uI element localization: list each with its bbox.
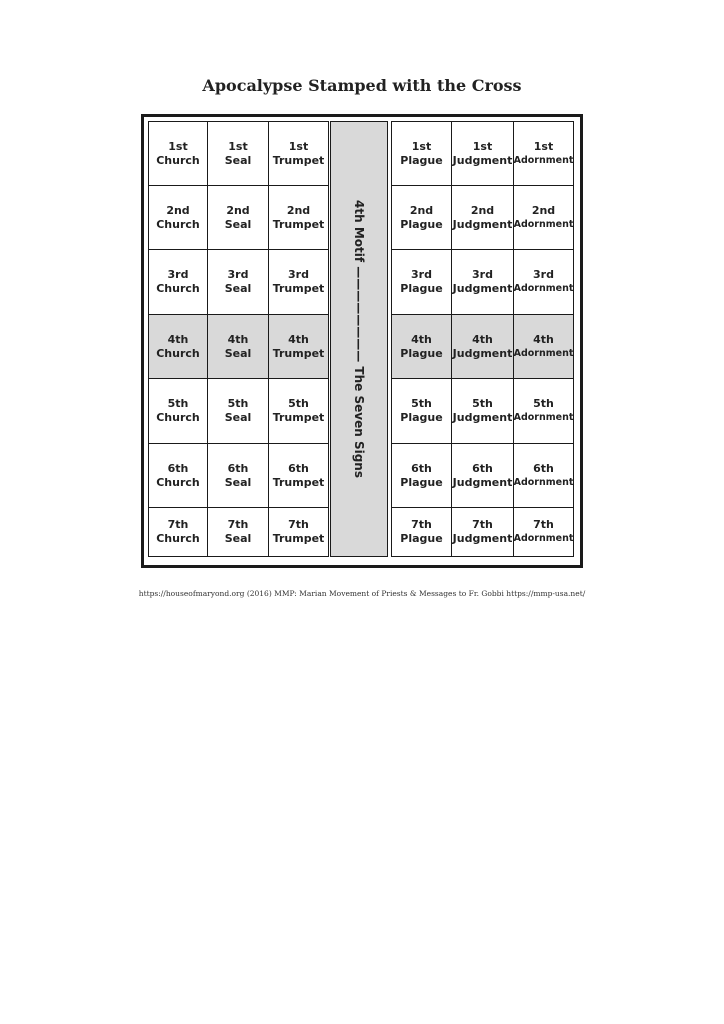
cell-category: Judgment xyxy=(452,153,513,167)
cell-category: Judgment xyxy=(452,411,513,424)
cell-ordinal: 1st xyxy=(533,139,554,153)
grid-cell-2-plague xyxy=(391,185,452,250)
grid-cell-1-judgment xyxy=(451,121,514,186)
cell-ordinal: 6th xyxy=(227,461,249,475)
cell-ordinal: 3rd xyxy=(533,268,554,281)
cell-category: Judgment xyxy=(452,346,513,360)
grid-cell-2-adornment xyxy=(513,185,574,250)
cell-category: Adornment xyxy=(513,476,574,488)
cell-category: Adornment xyxy=(513,533,574,544)
cell-category: Adornment xyxy=(513,347,574,359)
cell-ordinal: 3rd xyxy=(472,268,493,281)
grid-cell-3-trumpet xyxy=(268,249,329,315)
cell-ordinal: 6th xyxy=(533,461,554,475)
grid-cell-3-church xyxy=(148,249,208,315)
page-title: Apocalypse Stamped with the Cross xyxy=(202,76,522,95)
grid-cell-5-trumpet xyxy=(268,378,329,444)
cell-category: Judgment xyxy=(452,282,513,295)
grid-cell-4-plague xyxy=(391,314,452,379)
cell-ordinal: 6th xyxy=(167,461,189,475)
grid-cell-3-seal xyxy=(207,249,269,315)
grid-cell-6-plague xyxy=(391,443,452,508)
cell-ordinal: 1st xyxy=(168,139,188,153)
cell-ordinal: 7th xyxy=(533,518,554,531)
cell-ordinal: 6th xyxy=(472,461,493,475)
cell-category: Judgment xyxy=(452,217,513,231)
cell-category: Adornment xyxy=(513,283,574,294)
cell-category: Adornment xyxy=(513,412,574,423)
cell-ordinal: 5th xyxy=(227,397,249,410)
cell-category: Seal xyxy=(224,411,252,424)
cell-ordinal: 1st xyxy=(411,139,432,153)
cell-ordinal: 3rd xyxy=(288,268,309,281)
cell-category: Trumpet xyxy=(272,217,325,231)
cell-category: Seal xyxy=(224,282,252,295)
cell-ordinal: 5th xyxy=(288,397,309,410)
cell-category: Seal xyxy=(224,532,252,545)
cell-ordinal: 6th xyxy=(411,461,432,475)
cell-ordinal: 4th xyxy=(411,332,432,346)
cell-ordinal: 3rd xyxy=(411,268,432,281)
grid-cell-6-judgment xyxy=(451,443,514,508)
source-footer: https://houseofmaryond.org (2016) MMP: Marian Movement of Priests & Messages to Fr. Gobbi https://mmp-usa.net/ xyxy=(138,589,586,598)
grid-cell-7-plague xyxy=(391,507,452,557)
grid-cell-5-church xyxy=(148,378,208,444)
grid-cell-7-judgment xyxy=(451,507,514,557)
cell-ordinal: 2nd xyxy=(286,203,311,217)
cell-category: Plague xyxy=(400,475,443,489)
cell-category: Adornment xyxy=(513,218,574,230)
cell-ordinal: 1st xyxy=(228,139,248,153)
grid-cell-6-adornment xyxy=(513,443,574,508)
cell-category: Plague xyxy=(400,153,443,167)
grid-cell-3-adornment xyxy=(513,249,574,315)
grid-cell-6-seal xyxy=(207,443,269,508)
cell-ordinal: 5th xyxy=(533,397,554,410)
cell-category: Plague xyxy=(400,411,443,424)
cell-ordinal: 3rd xyxy=(167,268,189,281)
cell-ordinal: 1st xyxy=(472,139,493,153)
cell-ordinal: 2nd xyxy=(409,203,434,217)
cell-category: Plague xyxy=(400,217,443,231)
cell-category: Seal xyxy=(224,217,252,231)
cell-ordinal: 5th xyxy=(472,397,493,410)
cell-category: Judgment xyxy=(452,475,513,489)
grid-cell-3-judgment xyxy=(451,249,514,315)
cell-ordinal: 7th xyxy=(411,518,432,531)
cell-category: Seal xyxy=(224,153,252,167)
grid-cell-2-seal xyxy=(207,185,269,250)
grid-cell-7-seal xyxy=(207,507,269,557)
center-motif-label: 4th Motif ———————— The Seven Signs xyxy=(352,200,366,478)
cell-category: Church xyxy=(156,217,200,231)
grid-cell-7-church xyxy=(148,507,208,557)
cell-category: Seal xyxy=(224,346,252,360)
cell-ordinal: 7th xyxy=(167,518,189,531)
cell-category: Church xyxy=(156,282,200,295)
grid-cell-4-church xyxy=(148,314,208,379)
grid-cell-6-trumpet xyxy=(268,443,329,508)
grid-cell-1-plague xyxy=(391,121,452,186)
grid-cell-7-adornment xyxy=(513,507,574,557)
cell-ordinal: 4th xyxy=(167,332,189,346)
cell-category: Church xyxy=(156,532,200,545)
cell-ordinal: 4th xyxy=(472,332,493,346)
cell-category: Seal xyxy=(224,475,252,489)
cell-ordinal: 7th xyxy=(227,518,249,531)
cell-category: Trumpet xyxy=(272,346,325,360)
grid-cell-4-adornment xyxy=(513,314,574,379)
cell-ordinal: 4th xyxy=(533,332,554,346)
grid-cell-1-adornment xyxy=(513,121,574,186)
cell-ordinal: 4th xyxy=(288,332,309,346)
cell-category: Church xyxy=(156,411,200,424)
cell-ordinal: 2nd xyxy=(531,203,556,217)
cell-category: Plague xyxy=(400,282,443,295)
cell-category: Trumpet xyxy=(272,475,325,489)
cell-ordinal: 2nd xyxy=(470,203,495,217)
cell-category: Church xyxy=(156,346,200,360)
grid-cell-5-plague xyxy=(391,378,452,444)
grid-cell-1-trumpet xyxy=(268,121,329,186)
grid-cell-2-judgment xyxy=(451,185,514,250)
cell-category: Trumpet xyxy=(272,411,325,424)
cell-ordinal: 2nd xyxy=(226,203,250,217)
grid-cell-3-plague xyxy=(391,249,452,315)
cell-ordinal: 3rd xyxy=(227,268,249,281)
grid-cell-5-adornment xyxy=(513,378,574,444)
cell-category: Trumpet xyxy=(272,532,325,545)
grid-cell-1-church xyxy=(148,121,208,186)
cell-category: Church xyxy=(156,475,200,489)
cell-ordinal: 7th xyxy=(288,518,309,531)
grid-cell-4-seal xyxy=(207,314,269,379)
grid-cell-7-trumpet xyxy=(268,507,329,557)
cell-category: Trumpet xyxy=(272,282,325,295)
cell-ordinal: 4th xyxy=(227,332,249,346)
grid-cell-5-seal xyxy=(207,378,269,444)
grid-cell-2-trumpet xyxy=(268,185,329,250)
cell-ordinal: 7th xyxy=(472,518,493,531)
grid-cell-1-seal xyxy=(207,121,269,186)
grid-cell-2-church xyxy=(148,185,208,250)
cell-ordinal: 5th xyxy=(167,397,189,410)
grid-cell-4-trumpet xyxy=(268,314,329,379)
cell-category: Trumpet xyxy=(272,153,325,167)
grid-cell-6-church xyxy=(148,443,208,508)
cell-category: Judgment xyxy=(452,532,513,545)
grid-cell-5-judgment xyxy=(451,378,514,444)
cell-category: Plague xyxy=(400,346,443,360)
cell-category: Plague xyxy=(400,532,443,545)
cell-ordinal: 5th xyxy=(411,397,432,410)
cell-category: Church xyxy=(156,153,200,167)
cell-category: Adornment xyxy=(513,154,574,166)
cell-ordinal: 2nd xyxy=(166,203,190,217)
cell-ordinal: 1st xyxy=(288,139,309,153)
grid-cell-4-judgment xyxy=(451,314,514,379)
cell-ordinal: 6th xyxy=(288,461,309,475)
